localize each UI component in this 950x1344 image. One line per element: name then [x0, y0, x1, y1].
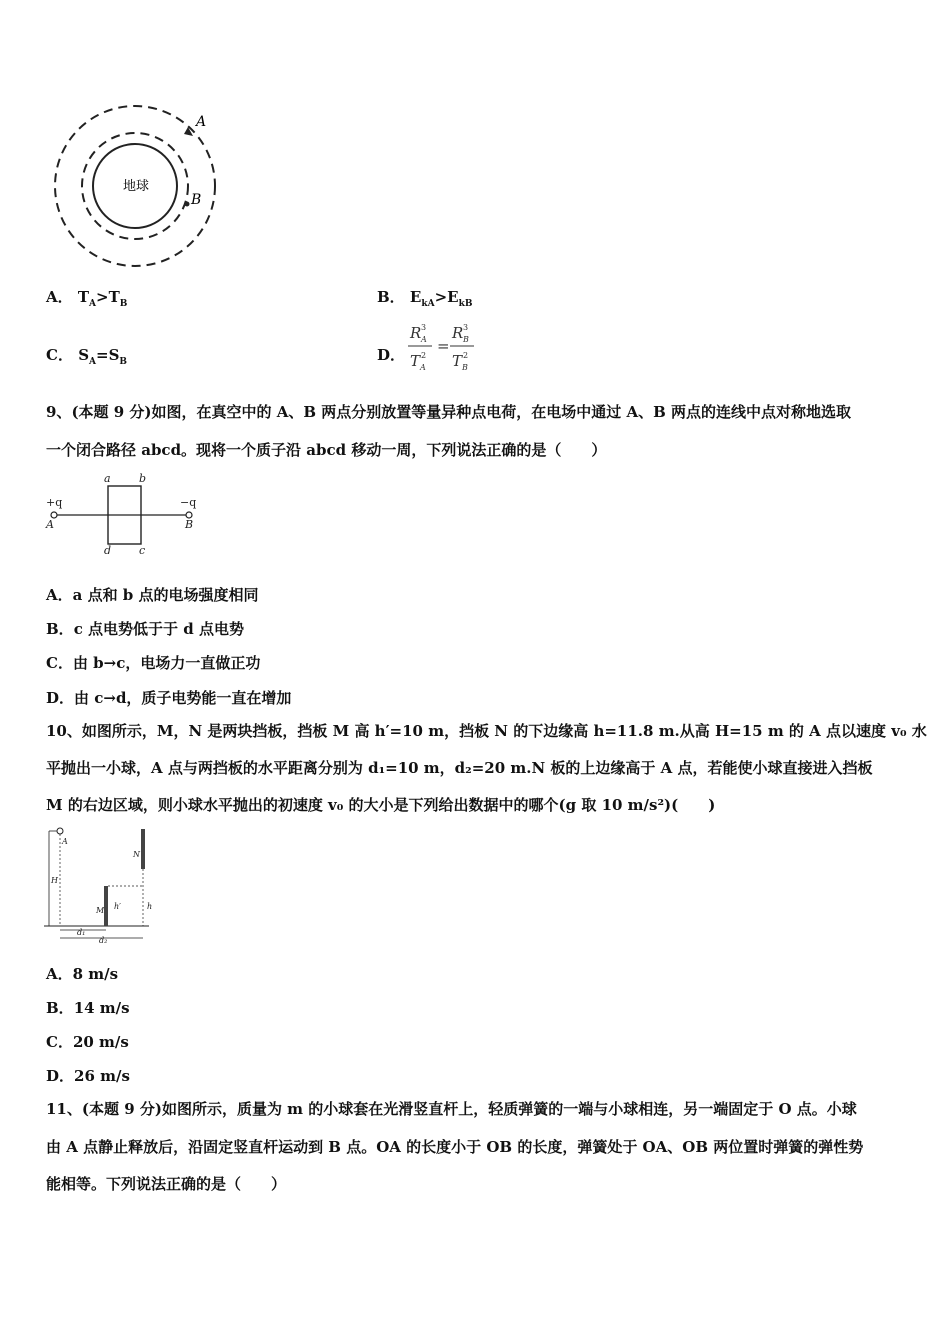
svg-text:T: T [410, 352, 421, 370]
q9-stem-line2: 一个闭合路径 abcd。现将一个质子沿 abcd 移动一周，下列说法正确的是（ ） [46, 441, 607, 459]
q11-stem-line3: 能相等。下列说法正确的是（ ） [46, 1175, 287, 1193]
svg-text:R: R [452, 324, 464, 342]
question-text: (本题 9 分)如图，在真空中的 A、B 两点分别放置等量异种点电荷，在电场中通过 A、B 两点的连线中点对称地选取 [71, 403, 852, 421]
q9-option-d[interactable] [46, 688, 291, 708]
point-b-label: B [191, 192, 202, 208]
charge-b-dot [186, 512, 192, 518]
option-letter: A． [46, 586, 73, 604]
option-letter: C． [46, 1033, 73, 1051]
question-number: 11、 [46, 1100, 82, 1118]
q11-stem-line2: 由 A 点静止释放后，沿固定竖直杆运动到 B 点。OA 的长度小于 OB 的长度，弹簧处于 OA、OB 两位置时弹簧的弹性势 [46, 1138, 864, 1156]
q10-stem-line3: M 的右边区域，则小球水平抛出的初速度 v₀ 的大小是下列给出数据中的哪个(g 取 10 m/s²)( ) [46, 796, 716, 814]
point-b-dot [185, 202, 190, 207]
minus-q-label: −q [180, 496, 197, 509]
q8-option-b[interactable] [377, 287, 472, 314]
svg-text:B: B [462, 363, 468, 372]
question-text: 如图所示，M，N 是两块挡板，挡板 M 高 h′=10 m，挡板 N 的下边缘高 h=11.8 m.从高 H=15 m 的 A 点以速度 v₀ 水 [81, 722, 927, 740]
q8-option-a[interactable] [46, 287, 127, 314]
question-number: 10、 [46, 722, 82, 740]
point-d-lower: d [104, 544, 112, 557]
point-b-lower: b [139, 472, 147, 485]
option-letter: C． [46, 654, 73, 672]
barrier-n [141, 829, 145, 869]
q8-option-d[interactable] [377, 345, 405, 365]
point-a-lower: a [104, 472, 111, 485]
option-letter: D． [46, 689, 75, 707]
option-text: 由 c→d，质子电势能一直在增加 [74, 689, 292, 707]
option-letter: A． [46, 965, 73, 983]
option-letter: D． [377, 346, 406, 364]
svg-text:3: 3 [463, 323, 469, 332]
barrier-n-label: N [133, 850, 140, 859]
point-a-label: A [196, 114, 207, 130]
q9-stem-line1 [46, 393, 851, 431]
option-text: 14 m/s [73, 999, 130, 1017]
height-h-label: H [51, 876, 58, 885]
option-text: 8 m/s [72, 965, 119, 983]
option-text-rendered: $S_A=S_B$ [78, 346, 128, 367]
d2-label: d₂ [99, 936, 108, 945]
h-prime-label: h′ [114, 902, 121, 911]
option-letter: B． [46, 620, 74, 638]
option-text-rendered: $E_{kA}>E_{kB}$ [409, 288, 473, 309]
option-text-rendered: $T_A>T_B$ [77, 288, 128, 309]
q10-option-d[interactable] [46, 1066, 130, 1086]
q10-option-a[interactable] [46, 964, 118, 984]
question-number: 9、 [46, 403, 72, 421]
question-text: (本题 9 分)如图所示，质量为 m 的小球套在光滑竖直杆上，轻质弹簧的一端与小球相连，另一端固定于 O 点。小球 [81, 1100, 857, 1118]
q8-option-c[interactable] [46, 345, 127, 372]
plus-q-label: +q [46, 496, 63, 509]
point-a-label: A [62, 837, 68, 846]
svg-text:A: A [421, 335, 427, 344]
charges-figure [44, 470, 204, 560]
q10-option-c[interactable] [46, 1032, 129, 1052]
earth-label: 地球 [123, 179, 150, 194]
option-letter: B． [377, 288, 405, 306]
option-text: 由 b→c，电场力一直做正功 [72, 654, 261, 672]
d1-label: d₁ [77, 928, 86, 937]
svg-text:3: 3 [421, 323, 427, 332]
charge-a-label: A [46, 518, 54, 531]
option-text: c 点电势低于于 d 点电势 [73, 620, 244, 638]
orbit-figure [48, 100, 228, 275]
svg-text:A: A [420, 363, 426, 372]
svg-text:=: = [437, 337, 450, 355]
svg-text:2: 2 [463, 351, 469, 360]
launch-point [57, 828, 63, 834]
q10-option-b[interactable] [46, 998, 130, 1018]
q11-stem-line1 [46, 1090, 857, 1128]
option-text: a 点和 b 点的电场强度相同 [72, 586, 259, 604]
charge-b-label: B [185, 518, 194, 531]
svg-text:2: 2 [421, 351, 427, 360]
q9-option-a[interactable] [46, 585, 259, 605]
svg-text:B: B [463, 335, 469, 344]
kepler-formula [404, 318, 484, 376]
q10-stem-line1 [46, 712, 927, 750]
svg-text:R: R [410, 324, 422, 342]
barriers-figure [44, 826, 164, 948]
q10-stem-line2: 平抛出一小球，A 点与两挡板的水平距离分别为 d₁=10 m，d₂=20 m.N 板的上边缘高于 A 点，若能使小球直接进入挡板 [46, 759, 873, 777]
q9-option-b[interactable] [46, 619, 244, 639]
h-label: h [147, 902, 153, 911]
point-c-lower: c [139, 544, 146, 557]
q9-option-c[interactable] [46, 653, 260, 673]
option-text: 26 m/s [74, 1067, 130, 1085]
option-letter: D． [46, 1067, 75, 1085]
barrier-m [104, 886, 108, 926]
barrier-m-label: M [96, 906, 105, 915]
option-text: 20 m/s [72, 1033, 129, 1051]
svg-text:T: T [452, 352, 463, 370]
option-letter: B． [46, 999, 74, 1017]
option-letter: A． [46, 288, 73, 306]
option-letter: C． [46, 346, 73, 364]
charge-a-dot [51, 512, 57, 518]
